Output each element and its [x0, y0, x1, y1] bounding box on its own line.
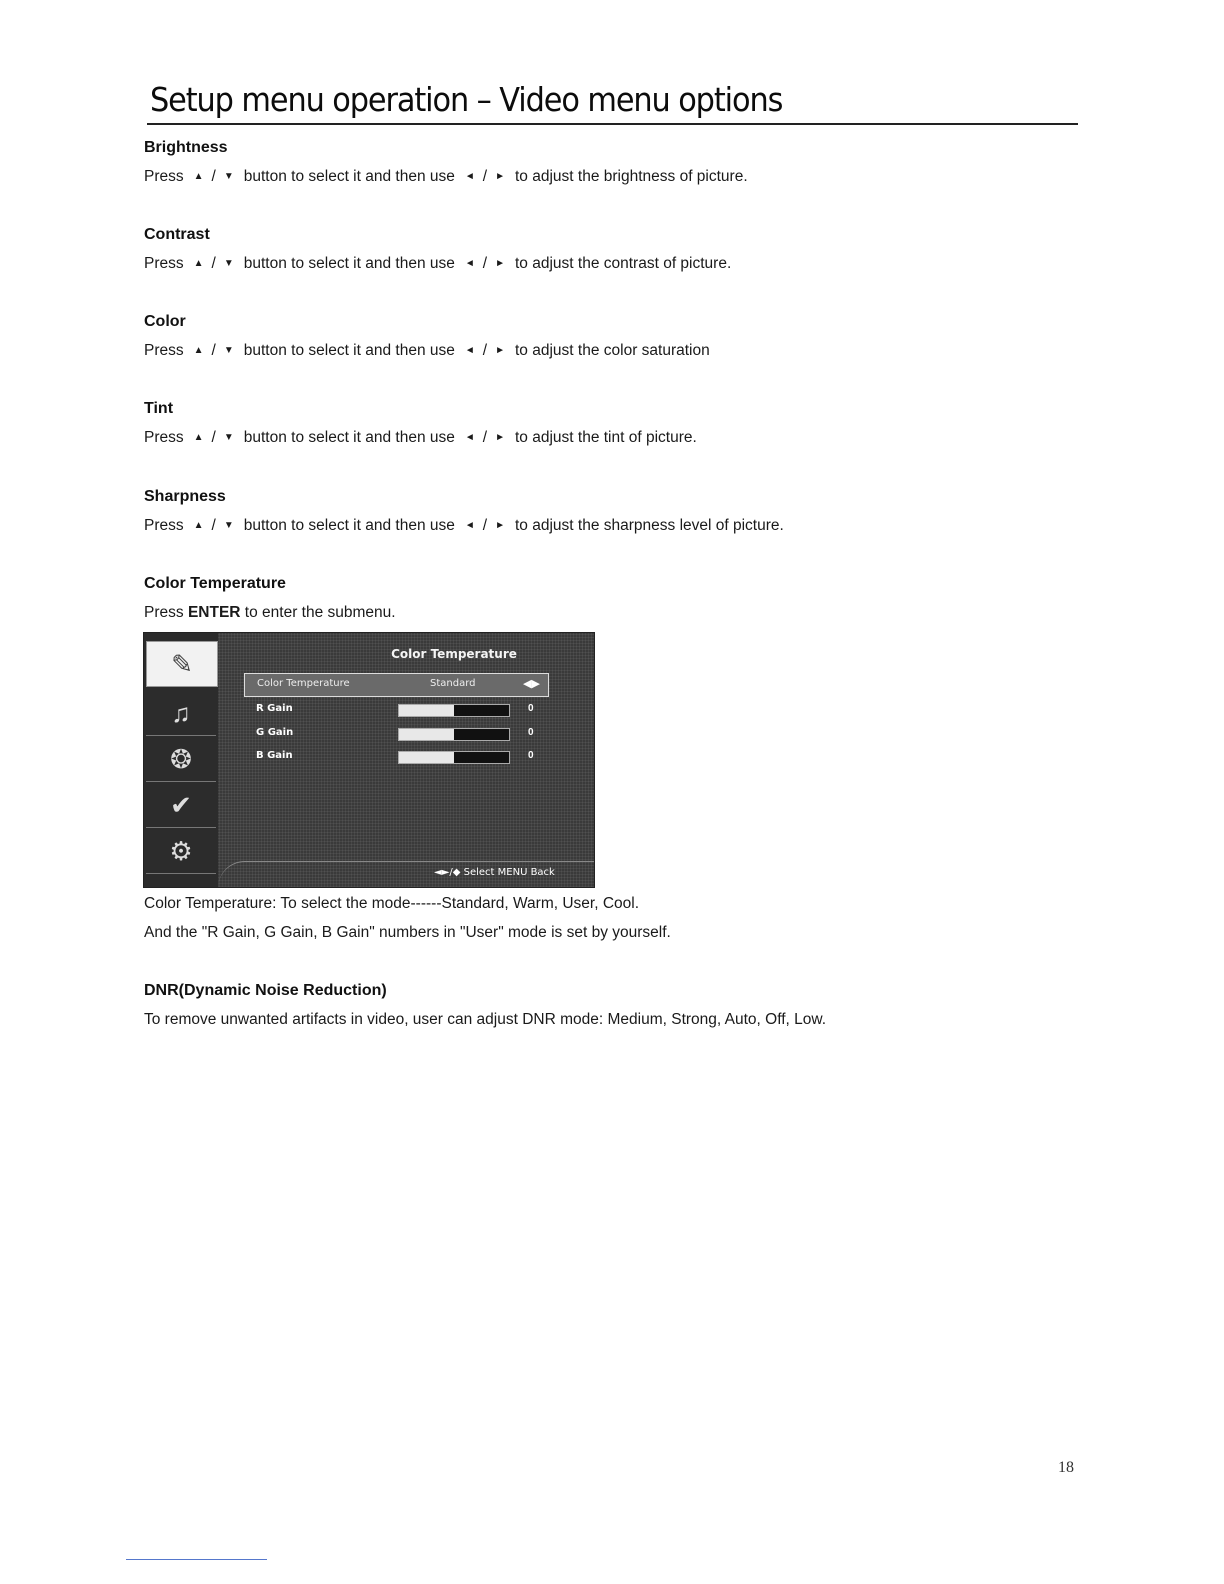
slash: /: [211, 168, 216, 186]
left-arrow-icon: ◄: [464, 171, 475, 182]
picture-icon: ✎: [146, 641, 218, 687]
section-contrast: [144, 225, 1044, 274]
section-dnr: [144, 981, 1044, 1030]
osd-selected-value: Standard: [430, 678, 476, 689]
section-color: [144, 312, 1044, 361]
section-sharpness: [144, 487, 1044, 536]
press-label: Press: [144, 604, 184, 621]
osd-gain-bar-fill: [399, 752, 454, 763]
section-heading: Brightness: [144, 139, 228, 156]
slash: /: [482, 168, 488, 186]
left-arrow-icon: ◄: [464, 258, 475, 269]
select-text: button to select it and then use: [243, 342, 455, 360]
down-arrow-icon: ▼: [223, 432, 234, 443]
press-label: Press: [144, 429, 184, 447]
slash: /: [482, 517, 488, 535]
section-heading: DNR(Dynamic Noise Reduction): [144, 982, 387, 999]
adjust-text: to adjust the tint of picture.: [515, 429, 697, 447]
section-heading: Color: [144, 313, 186, 330]
select-text: button to select it and then use: [243, 168, 455, 186]
lock-icon: ⚙: [146, 829, 216, 874]
description-line: Color Temperature: To select the mode------Standard, Warm, User, Cool.: [144, 895, 640, 912]
left-right-arrows-icon: ◀▶: [523, 678, 540, 690]
section-instruction: [144, 603, 1044, 623]
section-instruction: [144, 341, 1044, 361]
osd-selected-label: Color Temperature: [257, 678, 350, 689]
section-heading: Color Temperature: [144, 575, 286, 592]
osd-gain-bar-fill: [399, 705, 454, 716]
press-label: Press: [144, 342, 184, 360]
adjust-text: to adjust the contrast of picture.: [515, 255, 732, 273]
osd-title: Color Temperature: [391, 647, 517, 661]
section-instruction: [144, 428, 1044, 448]
section-heading: Tint: [144, 400, 174, 417]
select-text: button to select it and then use: [243, 429, 455, 447]
select-text: button to select it and then use: [243, 517, 455, 535]
slash: /: [482, 342, 488, 360]
press-label: Press: [144, 517, 184, 535]
osd-gain-bar: [398, 751, 510, 764]
description-line: And the "R Gain, G Gain, B Gain" numbers in "User" mode is set by yourself.: [144, 924, 671, 941]
down-arrow-icon: ▼: [223, 258, 234, 269]
setup-icon: ✔: [146, 783, 216, 828]
left-arrow-icon: ◄: [464, 345, 475, 356]
page-title: Setup menu operation – Video menu options: [150, 80, 783, 119]
section-tint: [144, 399, 1044, 448]
up-arrow-icon: ▲: [193, 520, 204, 531]
slash: /: [211, 255, 216, 273]
left-arrow-icon: ◄: [464, 432, 475, 443]
left-arrow-icon: ◄: [464, 520, 475, 531]
footer-rule: [126, 1559, 267, 1560]
right-arrow-icon: ►: [495, 171, 505, 182]
osd-selected-row: [244, 673, 549, 697]
adjust-text: to adjust the brightness of picture.: [515, 168, 748, 186]
slash: /: [211, 429, 216, 447]
osd-gain-bar: [398, 704, 510, 717]
osd-gain-label: R Gain: [256, 703, 293, 714]
osd-gain-row: [256, 725, 556, 743]
adjust-text: to adjust the sharpness level of picture.: [515, 517, 784, 535]
enter-key-label: ENTER: [187, 604, 241, 621]
section-color-temperature: [144, 574, 1044, 623]
section-instruction: [144, 254, 1044, 274]
slash: /: [211, 517, 216, 535]
audio-icon: ♫: [146, 691, 216, 736]
up-arrow-icon: ▲: [193, 258, 204, 269]
up-arrow-icon: ▲: [193, 171, 204, 182]
osd-gain-bar-fill: [399, 729, 454, 740]
slash: /: [211, 342, 216, 360]
osd-gain-value: 0: [528, 750, 534, 761]
press-label: Press: [144, 168, 184, 186]
section-description: To remove unwanted artifacts in video, user can adjust DNR mode: Medium, Strong, Auto, Off, Low.: [144, 1011, 827, 1028]
select-text: button to select it and then use: [243, 255, 455, 273]
section-instruction: [144, 167, 1044, 187]
osd-gain-label: B Gain: [256, 750, 293, 761]
section-instruction: [144, 516, 1044, 536]
section-brightness: [144, 138, 1044, 187]
up-arrow-icon: ▲: [193, 432, 204, 443]
slash: /: [482, 255, 488, 273]
title-rule: [147, 123, 1078, 125]
section-heading: Sharpness: [144, 488, 226, 505]
page-number: 18: [1058, 1459, 1074, 1476]
down-arrow-icon: ▼: [223, 345, 234, 356]
right-arrow-icon: ►: [495, 345, 505, 356]
osd-screenshot: [143, 632, 595, 888]
osd-gain-label: G Gain: [256, 727, 294, 738]
down-arrow-icon: ▼: [223, 171, 234, 182]
osd-footer-hint: ◄►/◆ Select MENU Back: [434, 867, 555, 878]
press-label: Press: [144, 255, 184, 273]
adjust-text: to adjust the color saturation: [515, 342, 710, 360]
osd-gain-row: [256, 748, 556, 766]
right-arrow-icon: ►: [495, 432, 505, 443]
instruction-tail: to enter the submenu.: [244, 604, 396, 621]
up-arrow-icon: ▲: [193, 345, 204, 356]
section-heading: Contrast: [144, 226, 210, 243]
channel-icon: ❂: [146, 737, 216, 782]
osd-sidebar: [144, 633, 218, 887]
osd-gain-row: [256, 701, 556, 719]
osd-gain-value: 0: [528, 727, 534, 738]
down-arrow-icon: ▼: [223, 520, 234, 531]
right-arrow-icon: ►: [495, 258, 505, 269]
slash: /: [482, 429, 488, 447]
osd-gain-value: 0: [528, 703, 534, 714]
osd-gain-bar: [398, 728, 510, 741]
right-arrow-icon: ►: [495, 520, 505, 531]
color-temperature-description: [144, 894, 1044, 943]
